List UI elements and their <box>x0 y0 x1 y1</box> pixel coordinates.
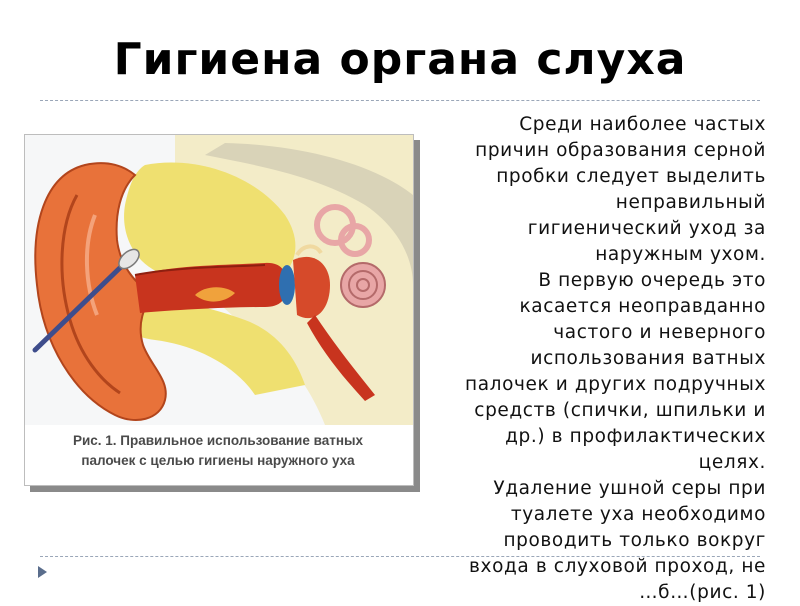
text-line: туалете уха необходимо <box>510 504 766 525</box>
text-line: средств (спички, шпильки и <box>474 400 766 421</box>
paragraph-causes <box>418 112 766 268</box>
text-line: целях. <box>698 452 766 473</box>
text-line: палочек и других подручных <box>465 374 766 395</box>
paragraph-swabs <box>418 268 766 476</box>
text-line: В первую очередь это <box>538 270 766 291</box>
text-line: …б…(рис. 1) <box>639 582 766 603</box>
text-line: наружным ухом. <box>595 244 766 265</box>
figure-caption-line-2: палочек с целью гигиены наружного уха <box>81 453 355 468</box>
ear-anatomy-illustration <box>25 135 413 425</box>
text-line: частого и неверного <box>553 322 766 343</box>
text-line: проводить только вокруг <box>503 530 766 551</box>
text-line: неправильный <box>615 192 766 213</box>
text-line: использования ватных <box>530 348 766 369</box>
figure-caption <box>35 431 401 471</box>
text-line: Удаление ушной серы при <box>493 478 766 499</box>
text-line: причин образования серной <box>475 140 766 161</box>
text-line: пробки следует выделить <box>496 166 766 187</box>
bottom-divider <box>40 556 760 557</box>
paragraph-removal <box>418 476 766 606</box>
ear-illustration-figure <box>24 134 414 486</box>
text-line: гигиенический уход за <box>527 218 766 239</box>
figure-caption-line-1: Рис. 1. Правильное использование ватных <box>72 433 364 448</box>
text-line: др.) в профилактических <box>505 426 766 447</box>
slide-body-text <box>418 112 766 606</box>
play-arrow-icon[interactable] <box>38 566 47 578</box>
text-line: касается неоправданно <box>519 296 766 317</box>
text-line: входа в слуховой проход, не <box>469 556 766 577</box>
text-line: Среди наиболее частых <box>519 114 766 135</box>
slide-title: Гигиена органа слуха <box>113 34 687 85</box>
top-divider <box>40 100 760 101</box>
